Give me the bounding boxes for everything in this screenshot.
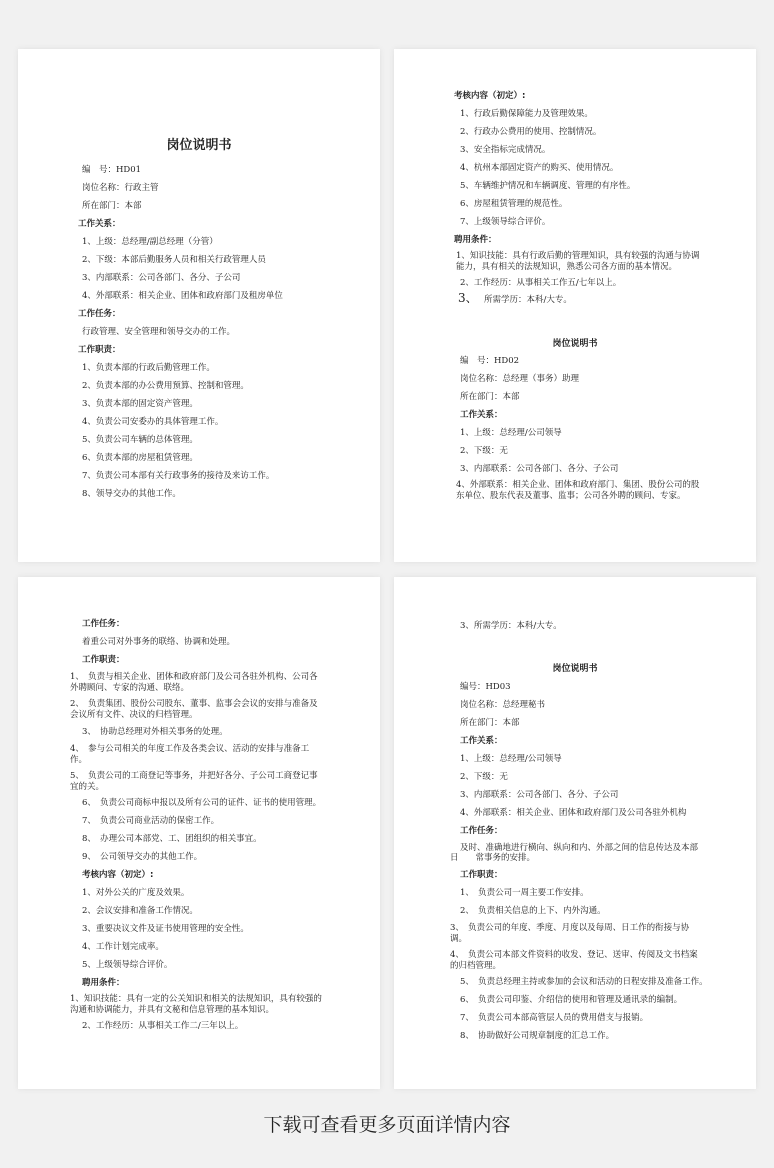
duty-item: 2、负责本部的办公费用预算、控制和管理。 — [82, 381, 249, 391]
assessment-item: 2、行政办公费用的使用、控制情况。 — [460, 127, 602, 137]
assessment-item: 3、安全指标完成情况。 — [460, 145, 551, 155]
duty-item: 7、负责公司本部有关行政事务的接待及来访工作。 — [82, 471, 275, 481]
relation-item: 4、外部联系：相关企业、团体和政府部门及公司各驻外机构 — [460, 808, 687, 818]
job-department: 所在部门：本部 — [460, 392, 520, 402]
duty-item: 5、 负责公司的工商登记等事务，并把好各分、子公司工商登记事宜的关。 — [70, 771, 318, 792]
relations-heading: 工作关系： — [78, 219, 121, 229]
assessment-item: 2、会议安排和准备工作情况。 — [82, 906, 198, 916]
hiring-education-number: 3、 — [458, 291, 478, 305]
duty-item: 8、领导交办的其他工作。 — [82, 489, 181, 499]
relation-item: 4、外部联系：相关企业、团体和政府部门、集团、股份公司的股东单位、股东代表及董事、监事；公司各外聘的顾问、专家。 — [456, 480, 700, 501]
document-page-3 — [18, 577, 380, 1089]
duty-item: 7、 负责公司商业活动的保密工作。 — [82, 816, 220, 826]
tasks-heading: 工作任务： — [460, 826, 503, 836]
relation-item: 3、内部联系：公司各部门、各分、子公司 — [460, 790, 619, 800]
relation-item: 4、外部联系：相关企业、团体和政府部门及租房单位 — [82, 291, 283, 301]
assessment-item: 7、上级领导综合评价。 — [460, 217, 551, 227]
page-title: 岗位说明书 — [552, 339, 598, 349]
duty-item: 2、 负责相关信息的上下、内外沟通。 — [460, 906, 606, 916]
assessment-item: 1、对外公关的广度及效果。 — [82, 888, 190, 898]
hiring-heading: 聘用条件： — [82, 978, 125, 988]
job-department: 所在部门：本部 — [460, 718, 520, 728]
assessment-item: 6、房屋租赁管理的规范性。 — [460, 199, 568, 209]
duties-heading: 工作职责： — [460, 870, 503, 880]
duty-item: 3、 协助总经理对外相关事务的处理。 — [82, 727, 228, 737]
hiring-heading: 聘用条件： — [454, 235, 497, 245]
page-title: 岗位说明书 — [552, 664, 598, 674]
relation-item: 2、下级：无 — [460, 446, 508, 456]
relation-item: 1、上级：总经理/公司领导 — [460, 754, 562, 764]
duty-item: 5、 负责总经理主持或参加的会议和活动的日程安排及准备工作。 — [460, 977, 708, 987]
duty-item: 6、 负责公司商标申报以及所有公司的证件、证书的使用管理。 — [82, 798, 322, 808]
duty-item: 6、 负责公司印鉴、介绍信的使用和管理及通讯录的编制。 — [460, 995, 683, 1005]
duty-item: 1、负责本部的行政后勤管理工作。 — [82, 363, 215, 373]
relation-item: 3、内部联系：公司各部门、各分、子公司 — [460, 464, 619, 474]
document-page-1 — [18, 49, 380, 562]
hiring-knowledge: 1、知识技能：具有一定的公关知识和相关的法规知识，具有较强的沟通和协调能力，并具有文秘和信息管理的基本知识。 — [70, 994, 322, 1015]
duty-item: 2、 负责集团、股份公司股东、董事、监事会会议的安排与准备及会议所有文件、决议的归档管理。 — [70, 699, 318, 720]
relation-item: 2、下级：本部后勤服务人员和相关行政管理人员 — [82, 255, 266, 265]
duty-item: 3、负责本部的固定资产管理。 — [82, 399, 198, 409]
duties-heading: 工作职责： — [78, 345, 121, 355]
job-position: 岗位名称：总经理（事务）助理 — [460, 374, 580, 384]
job-position: 岗位名称：行政主管 — [82, 183, 159, 193]
download-more-caption: 下载可查看更多页面详情内容 — [263, 1114, 511, 1136]
hiring-experience: 2、工作经历：从事相关工作二/三年以上。 — [82, 1021, 244, 1031]
duty-item: 6、负责本部的房屋租赁管理。 — [82, 453, 198, 463]
relation-item: 2、下级：无 — [460, 772, 508, 782]
assessment-item: 4、杭州本部固定资产的购买、使用情况。 — [460, 163, 619, 173]
duty-item: 8、 协助做好公司规章制度的汇总工作。 — [460, 1031, 615, 1041]
duty-item: 1、 负责与相关企业、团体和政府部门及公司各驻外机构、公司各外聘顾问、专家的沟通、联络。 — [70, 672, 318, 693]
duty-item: 8、 办理公司本部党、工、团组织的相关事宜。 — [82, 834, 262, 844]
duty-item: 4、负责公司安委办的具体管理工作。 — [82, 417, 224, 427]
job-code: 编 号：HD01 — [82, 165, 142, 175]
relation-item: 1、上级：总经理/副总经理（分管） — [82, 237, 218, 247]
assessment-heading: 考核内容（初定）: — [82, 870, 154, 880]
assessment-item: 5、上级领导综合评价。 — [82, 960, 173, 970]
tasks-text: 着重公司对外事务的联络、协调和处理。 — [82, 637, 236, 647]
page-title: 岗位说明书 — [166, 138, 232, 153]
tasks-heading: 工作任务： — [78, 309, 121, 319]
job-position: 岗位名称：总经理秘书 — [460, 700, 546, 710]
tasks-text: 行政管理、安全管理和领导交办的工作。 — [82, 327, 236, 337]
duty-item: 3、 负责公司的年度、季度、月度以及每周、日工作的衔接与协调。 — [450, 923, 690, 944]
hiring-experience: 2、工作经历：从事相关工作五/七年以上。 — [460, 278, 622, 288]
hiring-knowledge: 1、知识技能：具有行政后勤的管理知识，具有较强的沟通与协调能力，具有相关的法规知识，熟悉公司各方面的基本情况。 — [456, 251, 700, 272]
duty-item: 1、 负责公司一周主要工作安排。 — [460, 888, 589, 898]
duties-heading: 工作职责： — [82, 655, 125, 665]
relations-heading: 工作关系： — [460, 410, 503, 420]
duty-item: 4、 负责公司本部文件资料的收发、登记、送审、传阅及文书档案的归档管理。 — [450, 950, 698, 971]
duty-item: 4、 参与公司相关的年度工作及各类会议、活动的安排与准备工作。 — [70, 744, 310, 765]
relation-item: 3、内部联系：公司各部门、各分、子公司 — [82, 273, 241, 283]
hiring-education: 所需学历：本科/大专。 — [484, 295, 572, 305]
assessment-item: 5、车辆维护情况和车辆调度、管理的有序性。 — [460, 181, 636, 191]
assessment-item: 1、行政后勤保障能力及管理效果。 — [460, 109, 593, 119]
assessment-item: 3、重要决议文件及证书使用管理的安全性。 — [82, 924, 249, 934]
duty-item: 9、 公司领导交办的其他工作。 — [82, 852, 203, 862]
duty-item: 5、负责公司车辆的总体管理。 — [82, 435, 198, 445]
relations-heading: 工作关系： — [460, 736, 503, 746]
hiring-education: 3、所需学历：本科/大专。 — [460, 621, 562, 631]
job-code: 编 号：HD02 — [460, 356, 520, 366]
assessment-heading: 考核内容（初定）: — [454, 91, 526, 101]
job-department: 所在部门：本部 — [82, 201, 142, 211]
document-page-2 — [394, 49, 756, 562]
tasks-text: 日 常事务的安排。 — [450, 853, 536, 863]
document-page-4 — [394, 577, 756, 1089]
assessment-item: 4、工作计划完成率。 — [82, 942, 164, 952]
job-code: 编号：HD03 — [460, 682, 511, 692]
tasks-text: 及时、准确地进行横向、纵向和内、外部之间的信息传达及本部 — [460, 843, 699, 853]
duty-item: 7、 负责公司本部高管层人员的费用借支与报销。 — [460, 1013, 649, 1023]
relation-item: 1、上级：总经理/公司领导 — [460, 428, 562, 438]
tasks-heading: 工作任务： — [82, 619, 125, 629]
